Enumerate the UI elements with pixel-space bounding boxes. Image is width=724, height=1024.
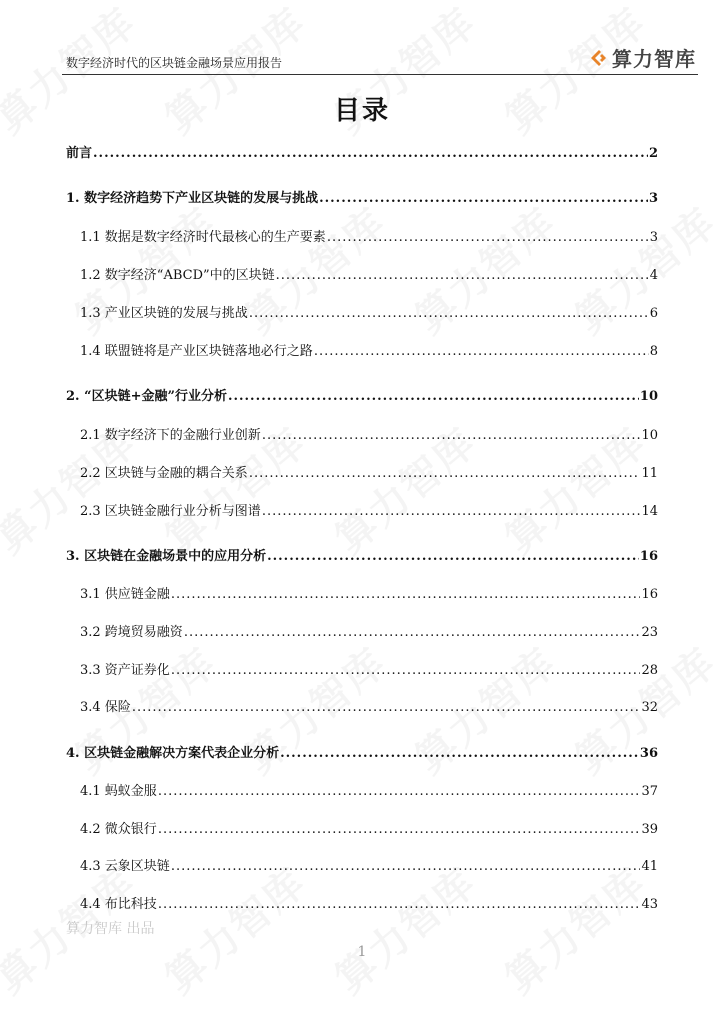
toc-entry-page: 3 bbox=[649, 230, 658, 245]
toc-entry-page: 11 bbox=[641, 466, 658, 481]
toc-entry-page: 36 bbox=[639, 746, 658, 761]
toc-entry-page: 8 bbox=[649, 344, 658, 359]
toc-entry-label: 3.2 跨境贸易融资 bbox=[80, 625, 183, 640]
toc-entry-chapter[interactable] bbox=[66, 549, 658, 565]
toc-entry-label: 4. 区块链金融解决方案代表企业分析 bbox=[66, 746, 280, 761]
toc-entry-label: 1.4 联盟链将是产业区块链落地必行之路 bbox=[80, 344, 313, 359]
dot-leader bbox=[93, 146, 648, 162]
page-number: 1 bbox=[357, 944, 367, 960]
toc-entry-page: 28 bbox=[641, 663, 658, 678]
dot-leader bbox=[280, 746, 639, 762]
toc-entry-label: 2.3 区块链金融行业分析与图谱 bbox=[80, 504, 261, 519]
dot-leader bbox=[319, 191, 648, 207]
toc-entry-page: 6 bbox=[649, 306, 658, 321]
dot-leader bbox=[267, 549, 639, 565]
dot-leader bbox=[276, 268, 649, 284]
toc-entry-chapter[interactable] bbox=[66, 146, 658, 162]
toc-entry-page: 39 bbox=[641, 822, 658, 837]
toc-entry-page: 14 bbox=[641, 504, 658, 519]
logo-text: 算力智库 bbox=[612, 47, 696, 71]
toc-entry-page: 32 bbox=[641, 700, 658, 715]
watermark-text bbox=[491, 853, 656, 1005]
toc-entry-page: 43 bbox=[641, 897, 658, 912]
toc-entry-page: 16 bbox=[641, 587, 658, 602]
toc-entry-section[interactable] bbox=[80, 344, 658, 360]
toc-entry-label: 3.4 保险 bbox=[80, 700, 131, 715]
toc-entry-section[interactable] bbox=[80, 700, 658, 716]
toc-entry-label: 2. “区块链+金融”行业分析 bbox=[66, 389, 227, 404]
toc-entry-section[interactable] bbox=[80, 784, 658, 800]
dot-leader bbox=[314, 344, 649, 360]
toc-entry-section[interactable] bbox=[80, 859, 658, 875]
dot-leader bbox=[249, 306, 649, 322]
toc-entry-section[interactable] bbox=[80, 504, 658, 520]
toc-title: 目录 bbox=[333, 96, 390, 126]
toc-entry-label: 2.1 数字经济下的金融行业创新 bbox=[80, 428, 261, 443]
toc-entry-page: 3 bbox=[648, 191, 658, 206]
toc-entry-section[interactable] bbox=[80, 897, 658, 913]
toc-entry-label: 4.1 蚂蚁金服 bbox=[80, 784, 157, 799]
dot-leader bbox=[262, 504, 641, 520]
toc-entry-section[interactable] bbox=[80, 587, 658, 603]
dot-leader bbox=[184, 625, 641, 641]
toc-entry-label: 1.1 数据是数字经济时代最核心的生产要素 bbox=[80, 230, 326, 245]
toc-entry-label: 1.3 产业区块链的发展与挑战 bbox=[80, 306, 248, 321]
toc-entry-label: 4.2 微众银行 bbox=[80, 822, 157, 837]
footer-note: 算力智库 出品 bbox=[66, 921, 155, 937]
toc-entry-section[interactable] bbox=[80, 663, 658, 679]
toc-entry-section[interactable] bbox=[80, 428, 658, 444]
watermark-text bbox=[321, 853, 486, 1005]
toc-entry-label: 前言 bbox=[66, 146, 93, 161]
toc-entry-section[interactable] bbox=[80, 822, 658, 838]
toc-entry-label: 3.3 资产证券化 bbox=[80, 663, 170, 678]
dot-leader bbox=[327, 230, 649, 246]
toc-entry-section[interactable] bbox=[80, 268, 658, 284]
toc-entry-label: 3.1 供应链金融 bbox=[80, 587, 170, 602]
toc-entry-label: 3. 区块链在金融场景中的应用分析 bbox=[66, 549, 267, 564]
toc-entry-page: 10 bbox=[641, 428, 658, 443]
report-title: 数字经济时代的区块链金融场景应用报告 bbox=[66, 56, 283, 70]
dot-leader bbox=[158, 784, 641, 800]
toc-entry-page: 41 bbox=[641, 859, 658, 874]
dot-leader bbox=[171, 859, 641, 875]
toc-entry-chapter[interactable] bbox=[66, 191, 658, 207]
toc-entry-section[interactable] bbox=[80, 230, 658, 246]
toc-entry-page: 37 bbox=[641, 784, 658, 799]
toc-entry-chapter[interactable] bbox=[66, 746, 658, 762]
dot-leader bbox=[171, 587, 641, 603]
dot-leader bbox=[158, 897, 641, 913]
dot-leader bbox=[132, 700, 641, 716]
dot-leader bbox=[158, 822, 641, 838]
toc-entry-label: 1. 数字经济趋势下产业区块链的发展与挑战 bbox=[66, 191, 319, 206]
page-header bbox=[62, 44, 698, 75]
toc-entry-page: 10 bbox=[639, 389, 658, 404]
dot-leader bbox=[262, 428, 641, 444]
toc-entry-page: 2 bbox=[648, 146, 658, 161]
toc-entry-label: 2.2 区块链与金融的耦合关系 bbox=[80, 466, 248, 481]
dot-leader bbox=[249, 466, 641, 482]
toc-entry-section[interactable] bbox=[80, 306, 658, 322]
toc-entry-section[interactable] bbox=[80, 466, 658, 482]
dot-leader bbox=[171, 663, 641, 679]
dot-leader bbox=[228, 389, 639, 405]
toc-entry-page: 23 bbox=[641, 625, 658, 640]
brand-logo bbox=[588, 43, 696, 72]
toc-entry-label: 1.2 数字经济“ABCD”中的区块链 bbox=[80, 268, 275, 283]
watermark-text bbox=[151, 853, 316, 1005]
toc-entry-section[interactable] bbox=[80, 625, 658, 641]
toc-entry-label: 4.3 云象区块链 bbox=[80, 859, 170, 874]
toc-entry-page: 16 bbox=[639, 549, 658, 564]
toc-entry-page: 4 bbox=[649, 268, 658, 283]
logo-icon bbox=[588, 48, 608, 68]
toc-entry-label: 4.4 布比科技 bbox=[80, 897, 157, 912]
toc-entry-chapter[interactable] bbox=[66, 389, 658, 405]
